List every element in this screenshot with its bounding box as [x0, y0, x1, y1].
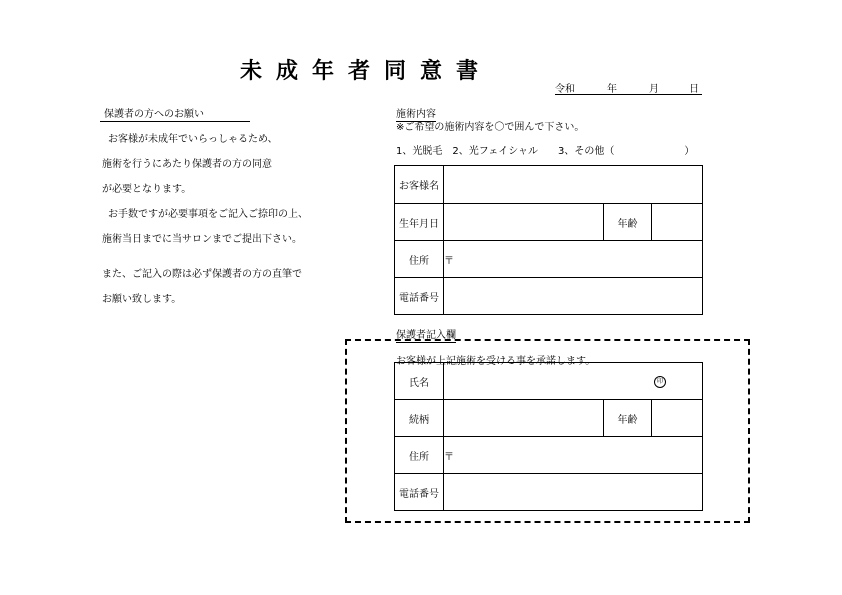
- request-line-2: 施術を行うにあたり保護者の方の同意: [102, 159, 272, 170]
- treatment-options: 1、光脱毛 2、光フェイシャル 3、その他（ ）: [396, 146, 695, 157]
- customer-name-field[interactable]: [444, 166, 703, 204]
- request-line-1: お客様が未成年でいらっしゃるため、: [108, 134, 278, 145]
- treatment-instruction: ※ご希望の施術内容を〇で囲んで下さい。: [396, 122, 585, 133]
- guardian-consent-text: お客様が上記施術を受ける事を承諾します。: [396, 356, 596, 367]
- relation-label: 続柄: [395, 400, 444, 437]
- customer-age-label: 年齢: [604, 204, 652, 241]
- request-line-6: また、ご記入の際は必ず保護者の方の直筆で: [102, 269, 302, 280]
- guardian-name-field[interactable]: [444, 363, 703, 400]
- birth-date-label: 生年月日: [395, 204, 444, 241]
- treatment-heading: 施術内容: [396, 105, 436, 122]
- request-line-7: お願い致します。: [102, 294, 182, 305]
- request-line-3: が必要となります。: [102, 184, 192, 195]
- customer-info-table: [394, 165, 703, 315]
- guardian-address-label: 住所: [395, 437, 444, 474]
- relation-field[interactable]: [444, 400, 604, 437]
- request-line-5: 施術当日までに当サロンまでご提出下さい。: [102, 234, 302, 245]
- customer-name-label: お客様名: [395, 166, 444, 204]
- guardian-age-field[interactable]: [652, 400, 703, 437]
- customer-address-label: 住所: [395, 241, 444, 278]
- seal-mark: 印: [654, 376, 666, 388]
- date-month: 月: [649, 84, 659, 95]
- request-line-4: お手数ですが必要事項をご記入ご捺印の上、: [108, 209, 308, 220]
- customer-phone-field[interactable]: [444, 278, 703, 315]
- date-era: 令和: [555, 84, 575, 95]
- date-line: [555, 80, 702, 95]
- guardian-request-heading: 保護者の方へのお願い: [100, 105, 250, 122]
- customer-address-field[interactable]: [444, 241, 703, 278]
- birth-date-field[interactable]: [444, 204, 604, 241]
- document-title: 未成年者同意書: [240, 59, 493, 84]
- date-day: 日: [689, 84, 699, 95]
- guardian-phone-label: 電話番号: [395, 474, 444, 511]
- date-year: 年: [607, 84, 617, 95]
- customer-phone-label: 電話番号: [395, 278, 444, 315]
- customer-age-field[interactable]: [652, 204, 703, 241]
- guardian-info-table: [394, 362, 703, 511]
- guardian-age-label: 年齢: [604, 400, 652, 437]
- postal-mark: 〒: [444, 255, 454, 267]
- guardian-name-label: 氏名: [395, 363, 444, 400]
- guardian-section-heading: 保護者記入欄: [396, 326, 456, 343]
- guardian-address-field[interactable]: [444, 437, 703, 474]
- postal-mark: 〒: [444, 451, 454, 463]
- guardian-phone-field[interactable]: [444, 474, 703, 511]
